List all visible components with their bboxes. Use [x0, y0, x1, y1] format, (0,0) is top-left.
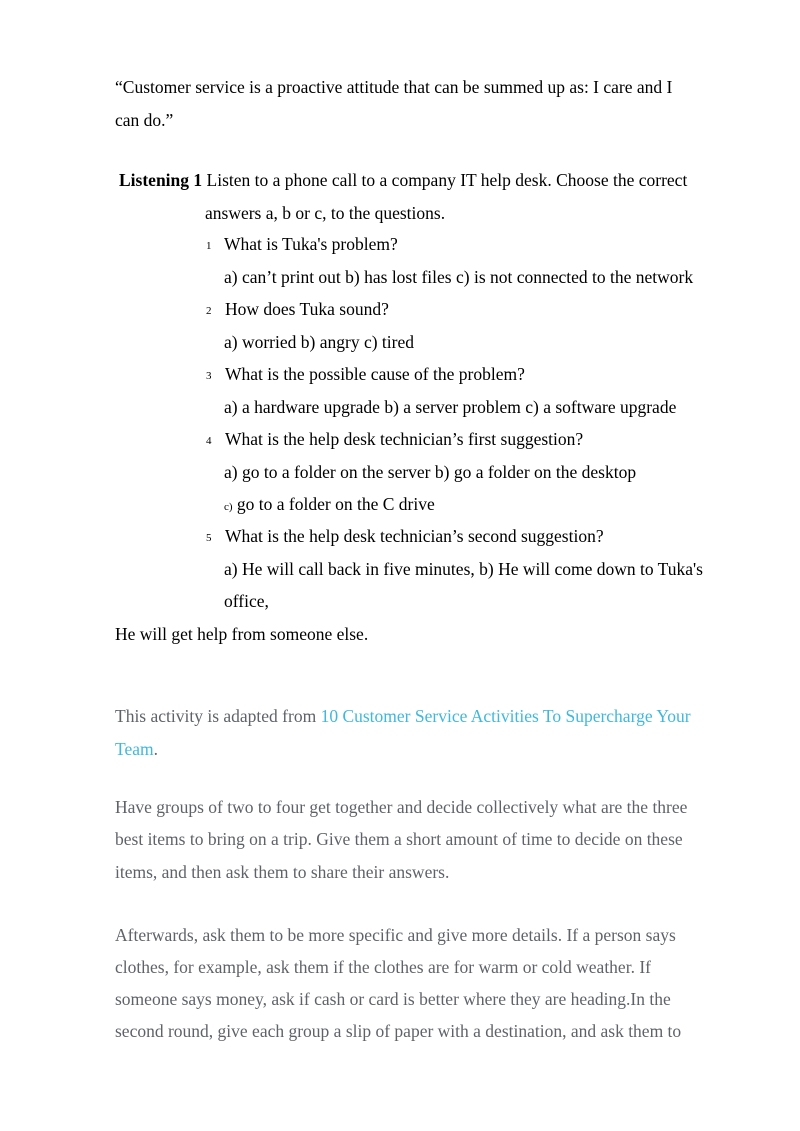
- activity-intro-prefix: This activity is adapted from: [115, 706, 321, 726]
- answer-options: a) He will call back in five minutes, b) He will come down to Tuka's: [224, 559, 703, 579]
- listening-label: Listening 1: [119, 170, 203, 190]
- trailing-answer: He will get help from someone else.: [115, 624, 369, 644]
- question-number: 5: [206, 532, 212, 544]
- quote-line-1: “Customer service is a proactive attitude that can be summed up as: I care and I: [115, 77, 673, 97]
- answer-options: a) go to a folder on the server b) go a folder on the desktop: [224, 462, 637, 482]
- question-number: 3: [206, 370, 212, 382]
- answer-option-c: [224, 493, 435, 518]
- question-number: 2: [206, 305, 212, 317]
- answer-options-continued: office,: [224, 591, 269, 611]
- activity-paragraph-1-line: items, and then ask them to share their answers.: [115, 862, 450, 882]
- question-text: How does Tuka sound?: [225, 299, 389, 319]
- activity-paragraph-1-line: Have groups of two to four get together and decide collectively what are the three: [115, 797, 688, 817]
- question-number: 1: [206, 240, 212, 252]
- activity-source-link[interactable]: 10 Customer Service Activities To Supercharge Your: [320, 706, 691, 726]
- question-text: What is the possible cause of the problem?: [225, 364, 525, 384]
- listening-instruction-line-1: Listen to a phone call to a company IT help desk. Choose the correct: [202, 170, 688, 190]
- answer-options: a) worried b) angry c) tired: [224, 332, 414, 352]
- answer-options: a) a hardware upgrade b) a server problem c) a software upgrade: [224, 397, 677, 417]
- activity-paragraph-2-line: someone says money, ask if cash or card is better where they are heading.In the: [115, 989, 671, 1009]
- question-text: What is Tuka's problem?: [224, 234, 398, 254]
- quote-line-2: can do.”: [115, 110, 174, 130]
- option-c-text: go to a folder on the C drive: [232, 494, 435, 514]
- question-text: What is the help desk technician’s second suggestion?: [225, 526, 604, 546]
- activity-paragraph-2-line: Afterwards, ask them to be more specific and give more details. If a person says: [115, 925, 676, 945]
- activity-intro-suffix: .: [153, 739, 158, 759]
- activity-source-link-continued[interactable]: Team: [115, 739, 154, 759]
- activity-paragraph-1-line: best items to bring on a trip. Give them a short amount of time to decide on these: [115, 829, 683, 849]
- option-c-label: c): [224, 501, 233, 513]
- answer-options: a) can’t print out b) has lost files c) is not connected to the network: [224, 267, 694, 287]
- activity-paragraph-2-line: clothes, for example, ask them if the clothes are for warm or cold weather. If: [115, 957, 651, 977]
- listening-instruction-line-2: answers a, b or c, to the questions.: [205, 203, 446, 223]
- activity-intro: [115, 705, 691, 727]
- activity-intro-continued: [115, 738, 158, 760]
- listening-heading: [119, 169, 687, 191]
- question-text: What is the help desk technician’s first suggestion?: [225, 429, 584, 449]
- question-number: 4: [206, 435, 212, 447]
- activity-paragraph-2-line: second round, give each group a slip of paper with a destination, and ask them to: [115, 1021, 682, 1041]
